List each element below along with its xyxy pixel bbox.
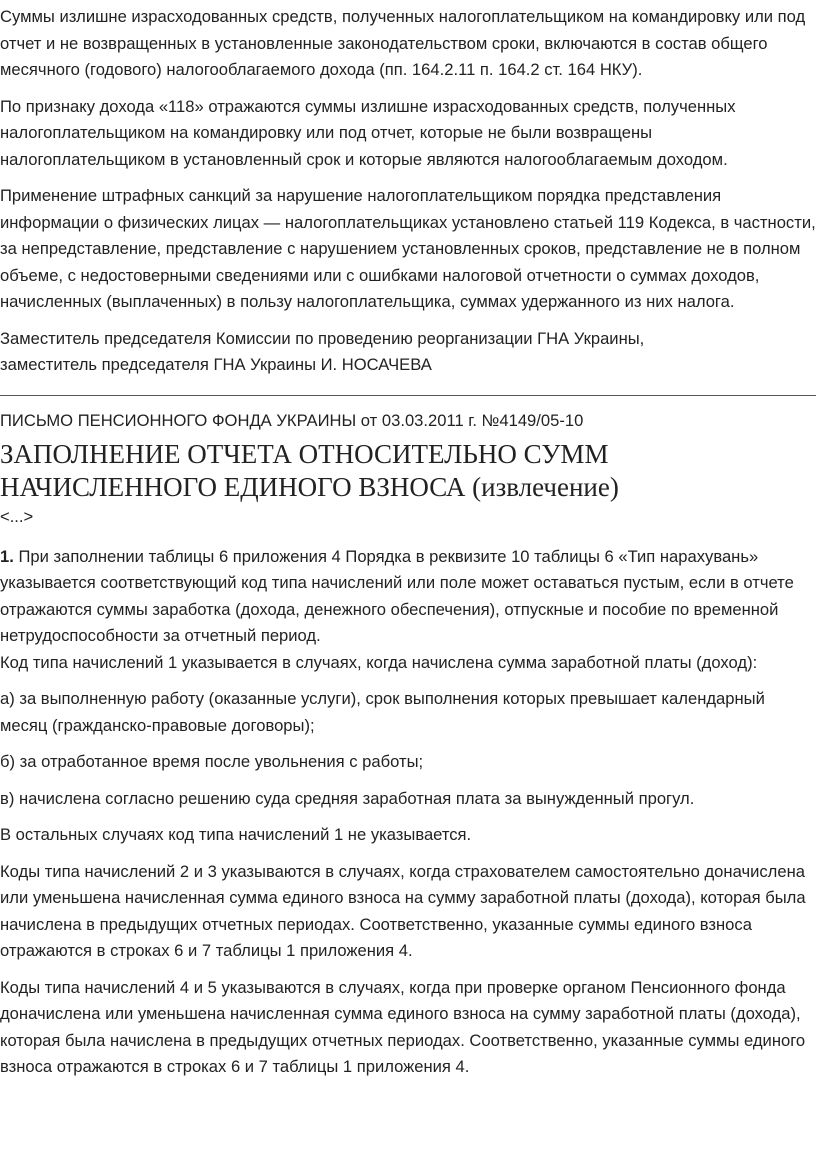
letter-heading: ПИСЬМО ПЕНСИОННОГО ФОНДА УКРАИНЫ от 03.03.2011 г. №4149/05-10 <box>0 410 584 430</box>
paragraph-item-1 <box>0 544 816 650</box>
item-number: 1. <box>0 546 14 566</box>
paragraph-income-code-118: По признаку дохода «118» отражаются суммы излишне израсходованных средств, полученных налогоплательщиком на командировку или под отчет, которые не были возвращены налогоплательщиком в установленный срок и которые являются налогооблагаемым доходом. <box>0 96 736 169</box>
list-item-v: в) начислена согласно решению суда средняя заработная плата за вынужденный прогул. <box>0 788 695 808</box>
item-1-text: При заполнении таблицы 6 приложения 4 Порядка в реквизите 10 таблицы 6 «Тип нарахувань» указывается соответствующий код типа начислений или поле может оставаться пустым, если в отчете отражаются суммы заработка (дохода, денежного обеспечения), отпускные и пособие по временной нетрудоспособности за отчетный период. <box>0 546 794 645</box>
paragraph-excess-funds: Суммы излишне израсходованных средств, полученных налогоплательщиком на командировку или под отчет и не возвращенных в установленные законодательством сроки, включаются в состав общего месячного (годового) налогооблагаемого дохода (пп. 164.2.11 п. 164.2 ст. 164 НКУ). <box>0 7 806 79</box>
paragraph-penalties: Применение штрафных санкций за нарушение налогоплательщиком порядка представления информации о физических лицах — налогоплательщиках установлено статьей 119 Кодекса, в частности, за непредставление, представление с нарушением установленных сроков, представление не в полном объеме, с недостоверными сведениями или с ошибками налоговой отчетности о суммах доходов, начисленных (выплаченных) в пользу налогоплательщика, суммах удержанного из них налога. <box>0 186 816 311</box>
document-title: ЗАПОЛНЕНИЕ ОТЧЕТА ОТНОСИТЕЛЬНО СУММ НАЧИСЛЕННОГО ЕДИНОГО ВЗНОСА (извлечение) <box>0 438 619 502</box>
signature-line-2: заместитель председателя ГНА Украины И. НОСАЧЕВА <box>0 355 432 374</box>
list-item-a: а) за выполненную работу (оказанные услуги), срок выполнения которых превышает календарный месяц (гражданско-правовые договоры); <box>0 689 765 735</box>
signature-block <box>0 326 816 379</box>
list-item-b: б) за отработанное время после увольнения с работы; <box>0 752 424 771</box>
signature-line-1: Заместитель председателя Комиссии по проведению реорганизации ГНА Украины, <box>0 328 645 348</box>
section-divider <box>0 395 816 396</box>
paragraph-codes-4-5: Коды типа начислений 4 и 5 указываются в случаях, когда при проверке органом Пенсионного фонда доначислена или уменьшена начисленная сумма единого взноса на сумму заработной платы (дохода), которая была начислена в предыдущих отчетных периодах. Соответственно, указанные суммы единого взноса отражаются в строках 6 и 7 таблицы 1 приложения 4. <box>0 977 806 1076</box>
paragraph-code-1: Код типа начислений 1 указывается в случаях, когда начислена сумма заработной платы (доход): <box>0 652 758 672</box>
paragraph-codes-2-3: Коды типа начислений 2 и 3 указываются в случаях, когда страхователем самостоятельно доначислена или уменьшена начисленная сумма единого взноса на сумму заработной платы (дохода), которая была начислена в предыдущих отчетных периодах. Соответственно, указанные суммы единого взноса отражаются в строках 6 и 7 таблицы 1 приложения 4. <box>0 861 806 960</box>
omission-marker: <...> <box>0 506 34 526</box>
paragraph-other-cases: В остальных случаях код типа начислений 1 не указывается. <box>0 825 472 844</box>
